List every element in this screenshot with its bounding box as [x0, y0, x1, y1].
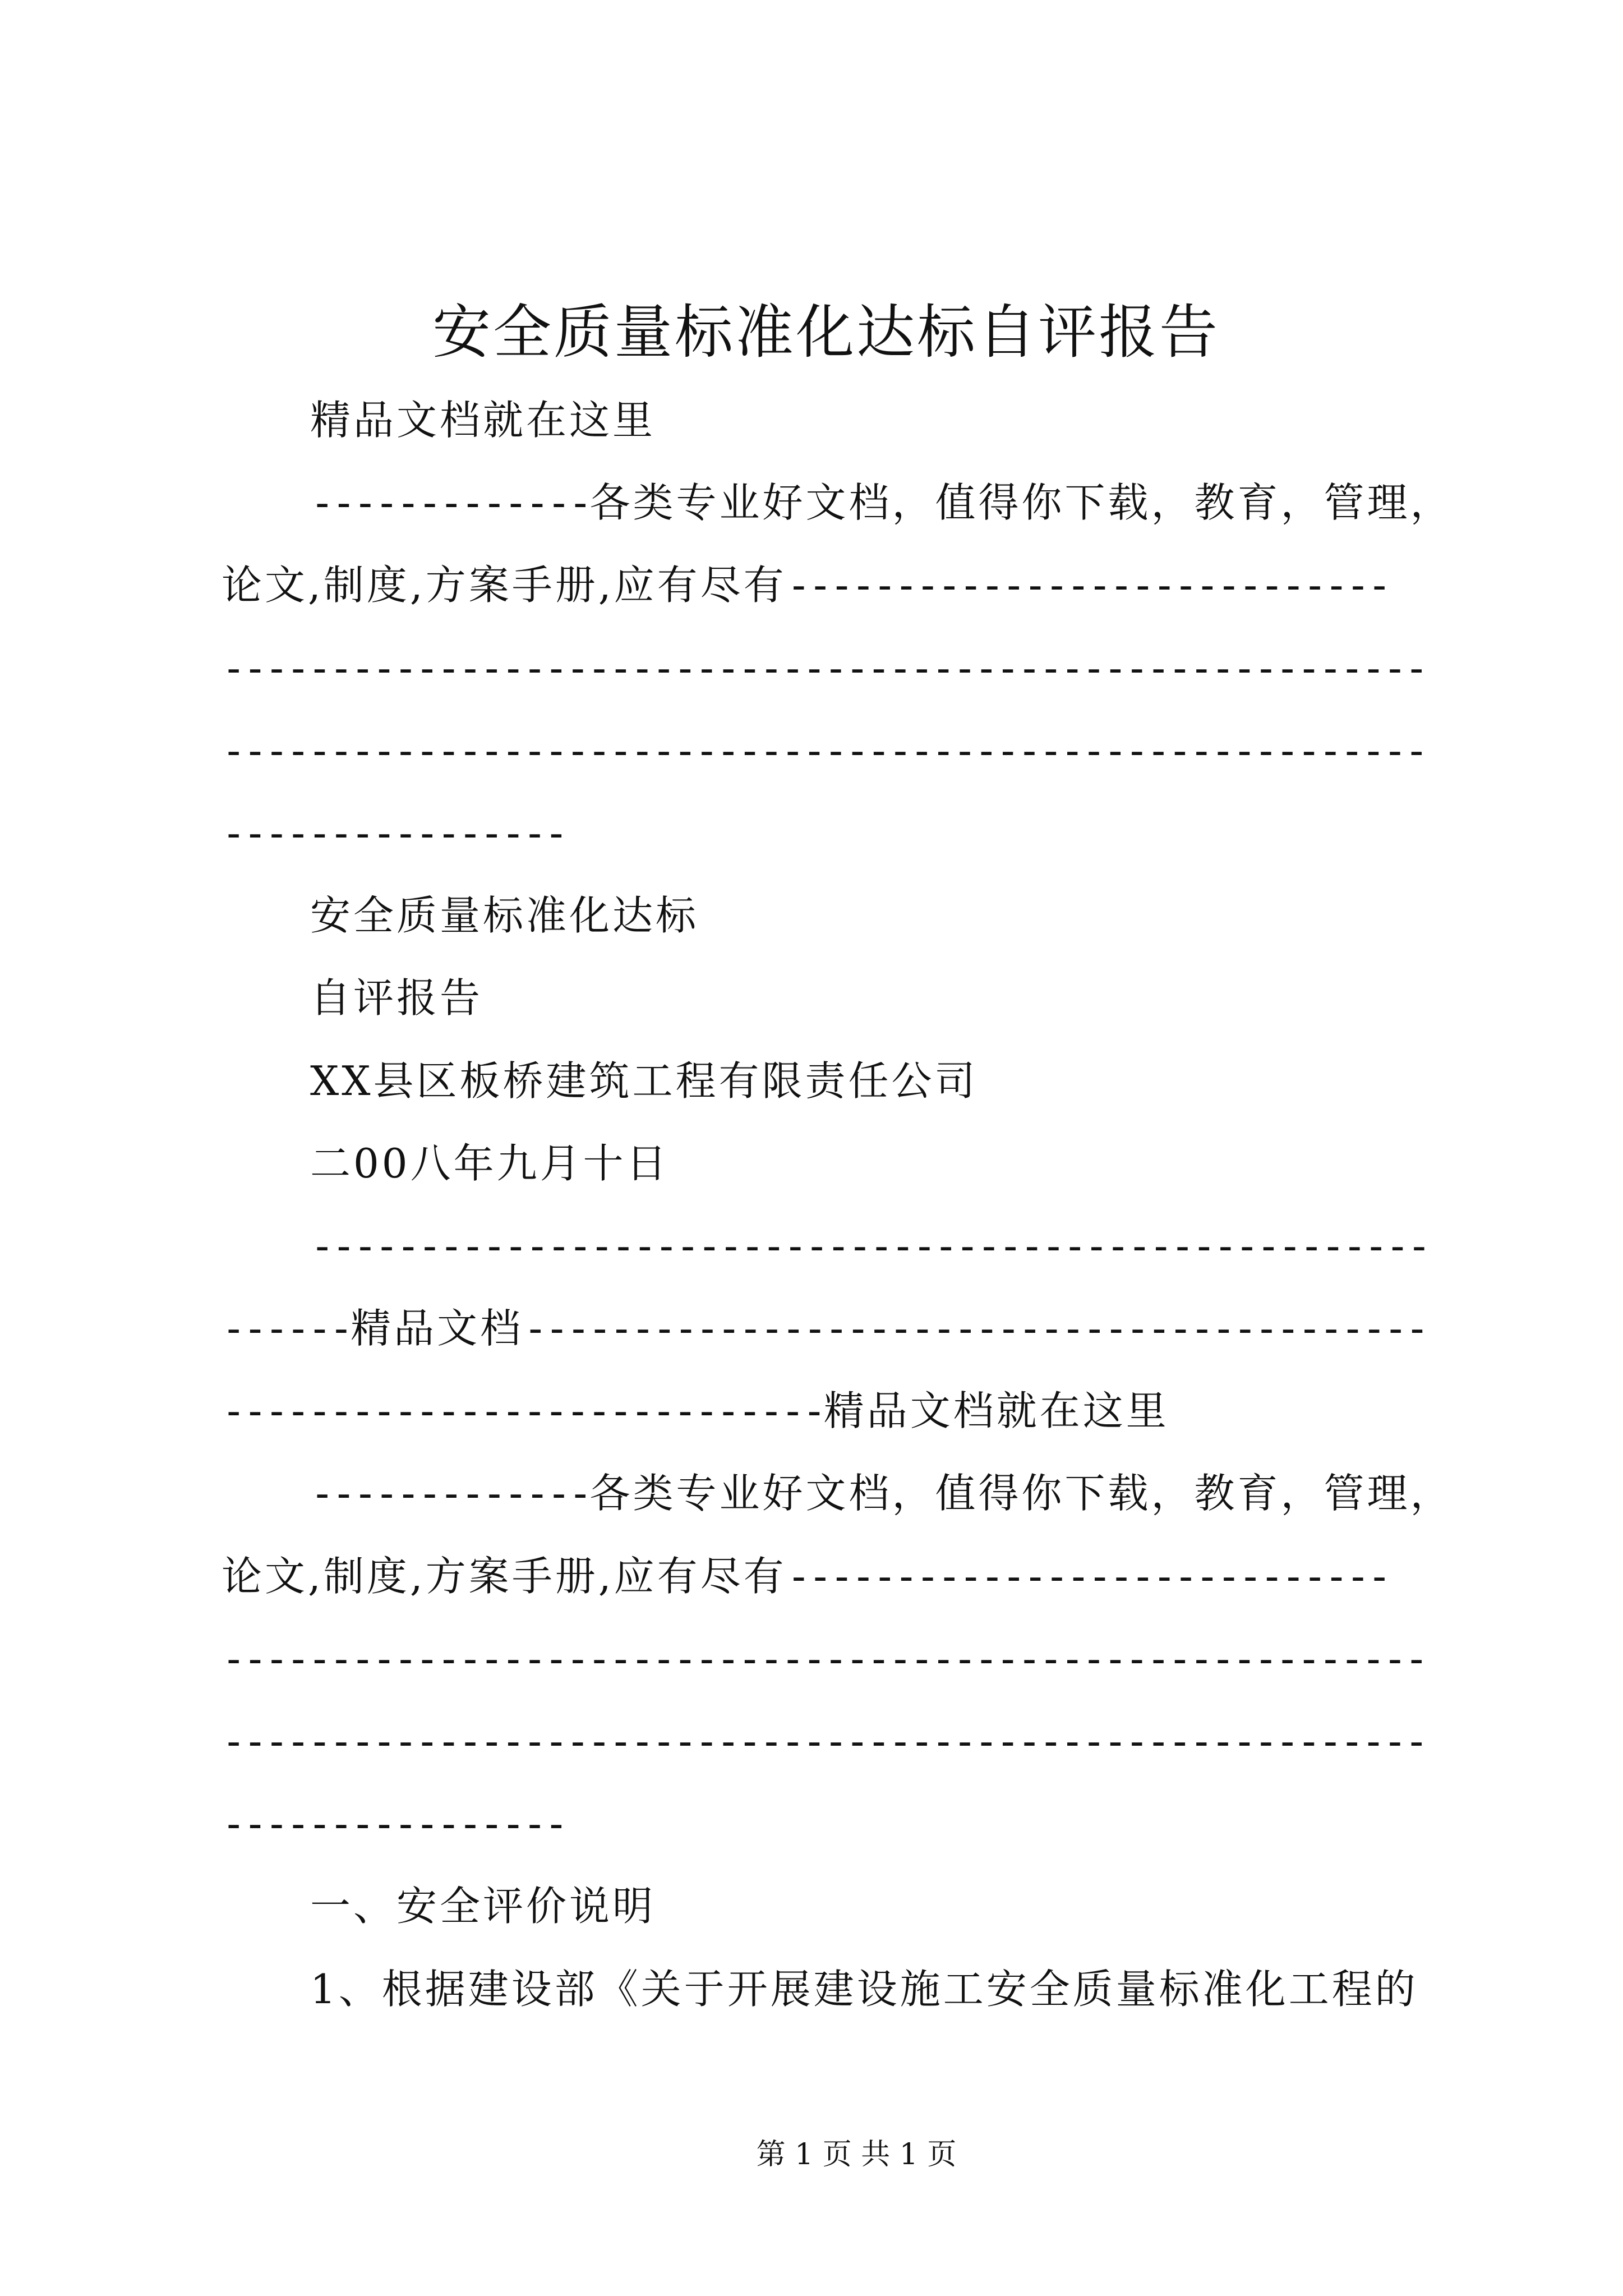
cover-title-line-1: [310, 875, 1511, 957]
separator-line: [310, 1205, 1511, 1287]
text-run: 二00八年九月十日: [310, 1139, 670, 1187]
text-run: 论文,制度,方案手册,应有尽有: [222, 1552, 787, 1600]
dash-run: ----------------: [222, 809, 566, 857]
text-run: 一、安全评价说明: [310, 1883, 656, 1930]
watermark-line: [222, 1287, 1511, 1370]
separator-line: [222, 627, 1511, 710]
document-title: 安全质量标准化达标自评报告: [432, 298, 1220, 366]
text-run: 1、根据建设部《关于开展建设施工安全质量标准化工程的: [310, 1965, 1418, 2013]
dash-run: ----------------------------: [786, 562, 1389, 609]
separator-line: [222, 1783, 1511, 1865]
watermark-line: [222, 1370, 1511, 1452]
banner-tagline: [310, 1452, 1511, 1535]
text-run: 各类专业好文档，值得你下载，教育，管理，: [589, 479, 1454, 527]
dash-run: -------------: [310, 1470, 590, 1517]
dash-run: --------------------------------------------------------: [222, 1718, 1426, 1765]
dash-run: --------------------------------------------------------: [222, 726, 1426, 774]
dash-run: ------: [222, 1305, 351, 1352]
cover-title-line-2: [310, 957, 1511, 1039]
dash-run: ------------------------------------------: [523, 1305, 1427, 1352]
banner-tagline-cont: [222, 1535, 1511, 1618]
dash-run: --------------------------------------------------------: [222, 644, 1426, 692]
dash-run: ----------------: [222, 1800, 566, 1848]
text-run: XX县区板桥建筑工程有限责任公司: [310, 1057, 978, 1105]
company-name: [310, 1040, 1511, 1122]
page-footer: 第 1 页 共 1 页: [756, 2138, 957, 2171]
body-paragraph: [310, 1948, 1511, 2031]
separator-line: [222, 710, 1511, 792]
text-run: 精品文档就在这里: [823, 1387, 1169, 1435]
dash-run: ----------------------------: [786, 1552, 1389, 1600]
dash-run: ----------------------------: [222, 1387, 824, 1435]
banner-title: [310, 379, 1511, 462]
separator-line: [222, 1700, 1511, 1783]
separator-line: [222, 1618, 1511, 1700]
text-run: 精品文档就在这里: [310, 397, 656, 444]
text-run: 论文,制度,方案手册,应有尽有: [222, 562, 787, 609]
document-body: [0, 379, 1623, 2031]
section-heading: [310, 1865, 1511, 1948]
text-run: 自评报告: [310, 974, 483, 1022]
text-run: 各类专业好文档，值得你下载，教育，管理，: [589, 1470, 1454, 1517]
text-run: 精品文档: [351, 1305, 524, 1352]
text-run: 安全质量标准化达标: [310, 892, 699, 940]
banner-tagline: [310, 462, 1511, 544]
dash-run: -------------: [310, 479, 590, 527]
banner-tagline-cont: [222, 544, 1511, 627]
report-date: [310, 1122, 1511, 1205]
separator-line: [222, 792, 1511, 875]
dash-run: ----------------------------------------------------: [310, 1222, 1429, 1269]
dash-run: --------------------------------------------------------: [222, 1635, 1426, 1682]
